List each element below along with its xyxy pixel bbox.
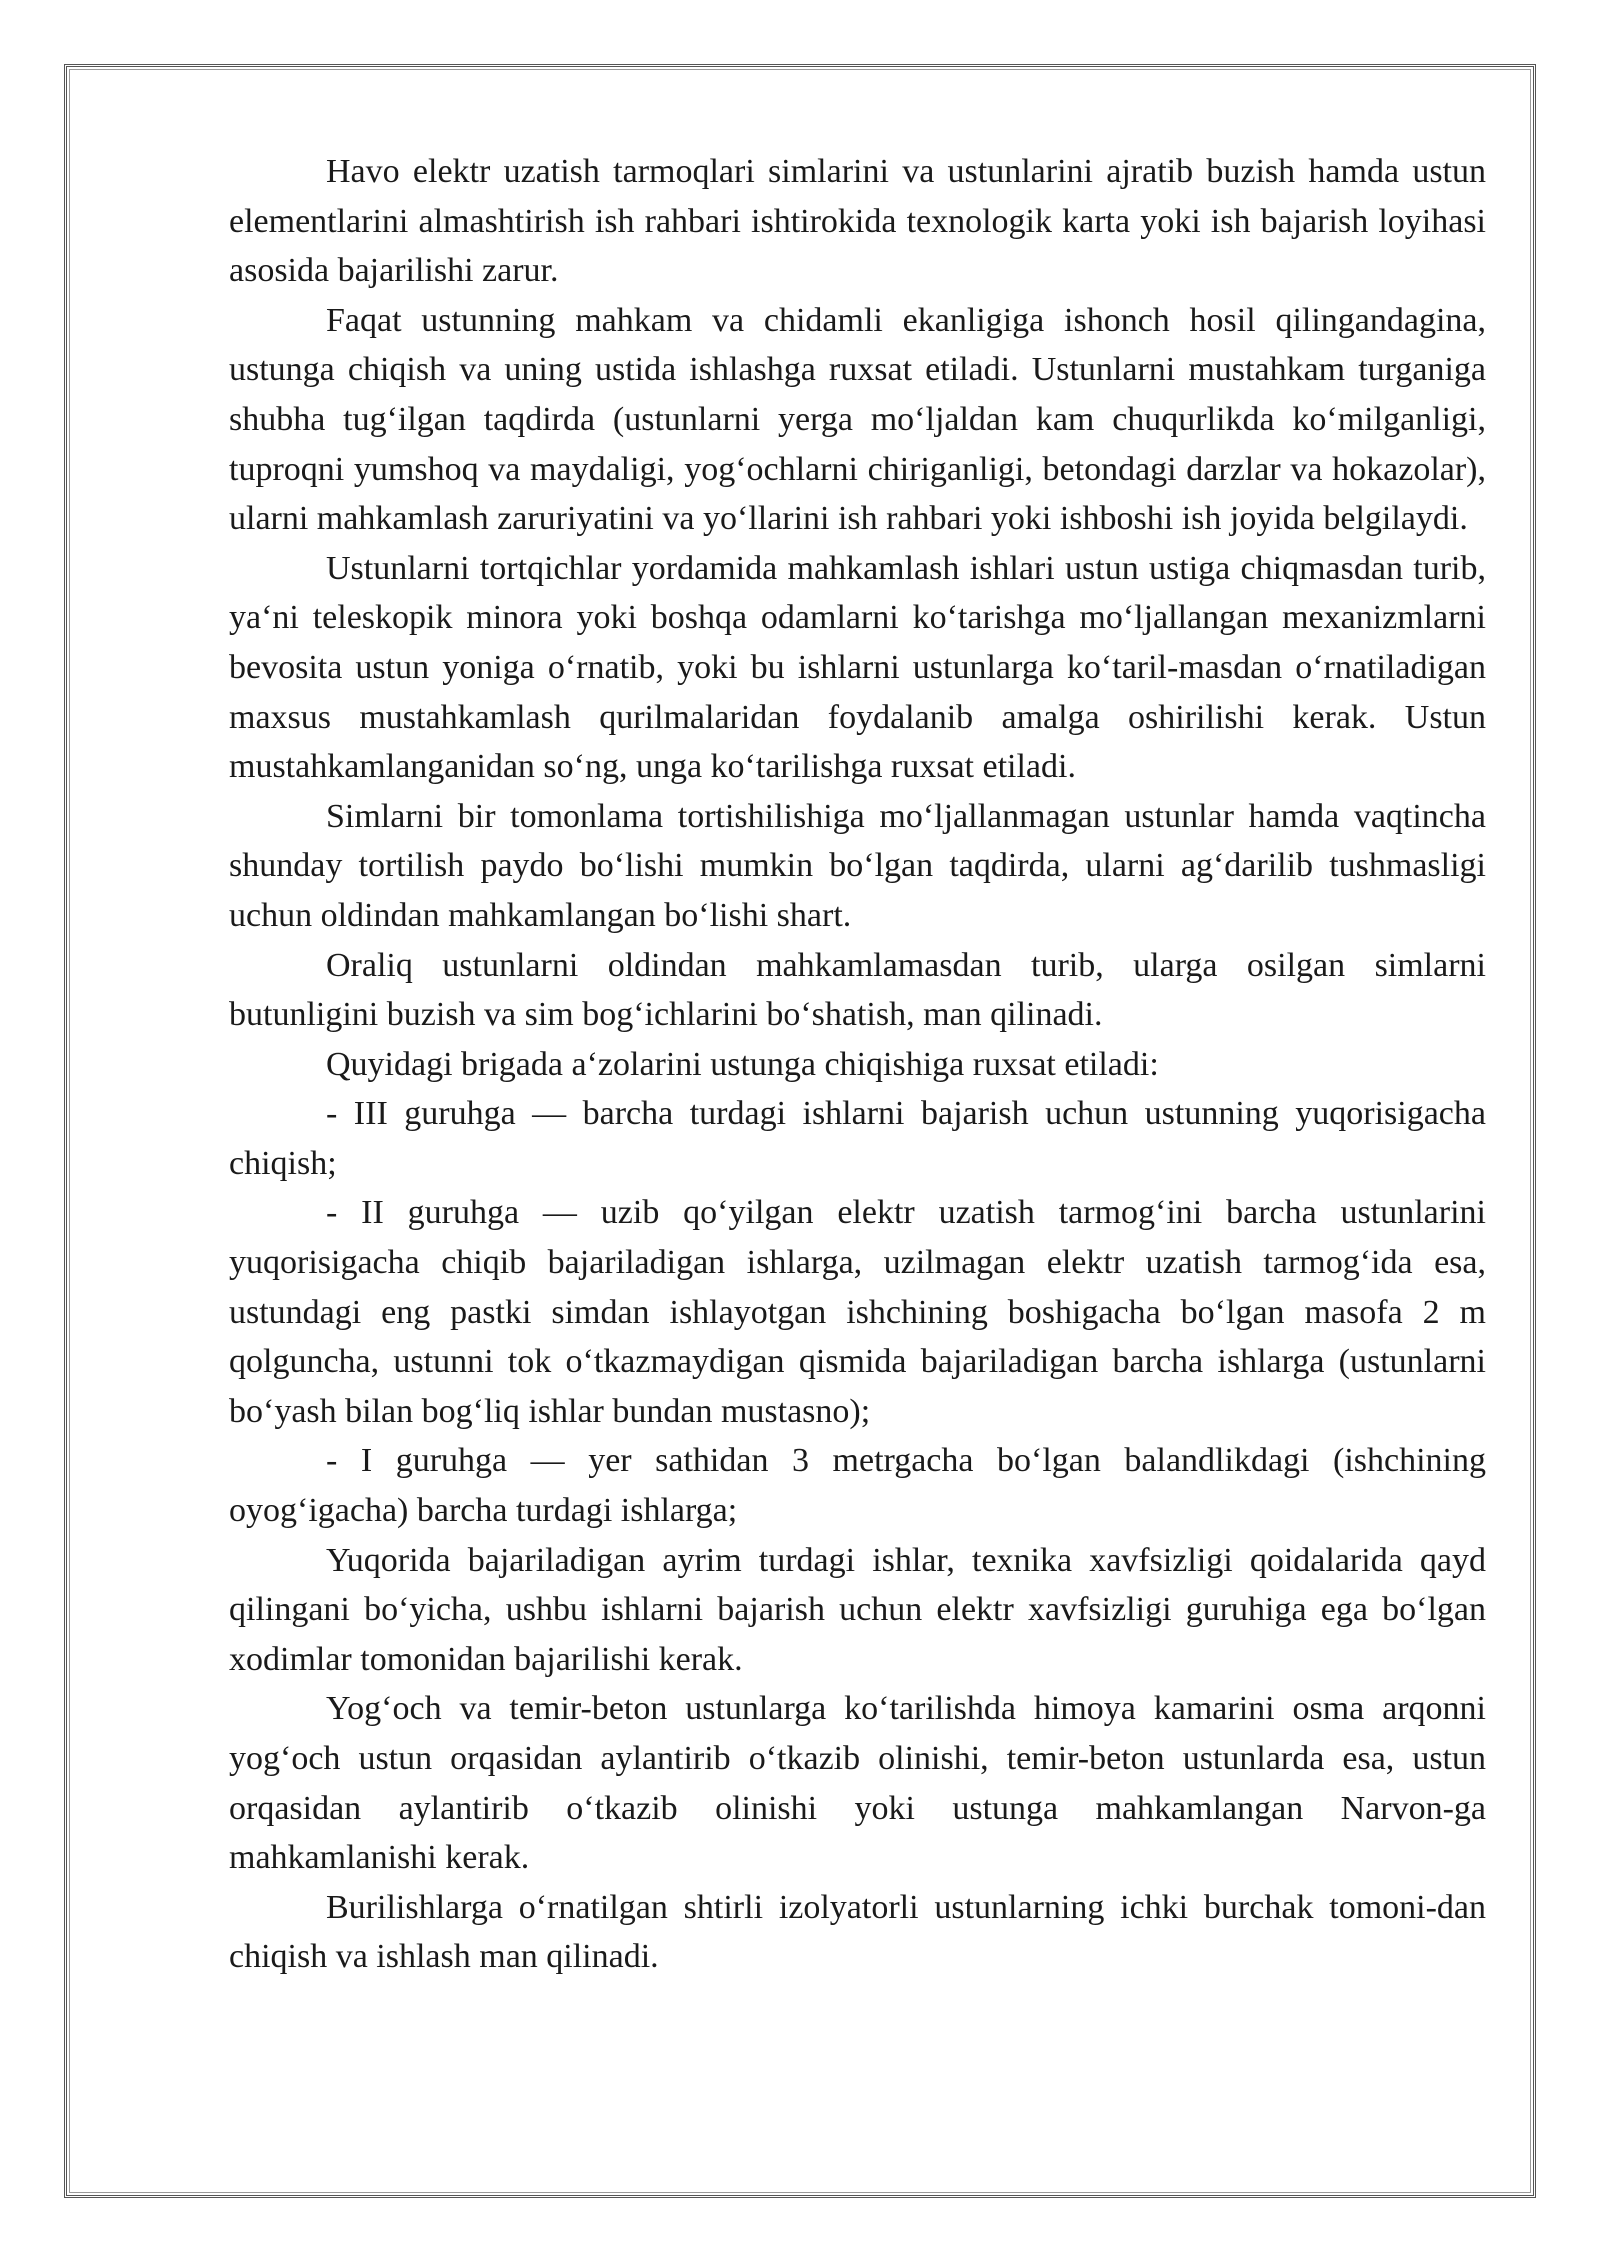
paragraph: Simlarni bir tomonlama tortishilishiga mo‘ljallanmagan ustunlar hamda vaqtincha shunday tortilish paydo bo‘lishi mumkin bo‘lgan taqdirda, ularni ag‘darilib tushmasligi uchun oldindan mahkamlangan bo‘lishi shart. [229, 797, 1486, 934]
paragraph: Yog‘och va temir-beton ustunlarga ko‘tarilishda himoya kamarini osma arqonni yog‘och ustun orqasidan aylantirib o‘tkazib olinishi, temir-beton ustunlarda esa, ustun orqasidan aylantirib o‘tkazib olinishi yoki ustunga mahkamlangan Narvon-ga mahkamlanishi kerak. [229, 1690, 1486, 1877]
paragraph: Yuqorida bajariladigan ayrim turdagi ishlar, texnika xavfsizligi qoidalarida qayd qilingani bo‘yicha, ushbu ishlarni bajarish uchun elektr xavfsizligi guruhiga ega bo‘lgan xodimlar tomonidan bajarilishi kerak. [229, 1541, 1486, 1678]
list-item: - II guruhga — uzib qo‘yilgan elektr uzatish tarmog‘ini barcha ustunlarini yuqorisigacha chiqib bajariladigan ishlarga, uzilmagan elektr uzatish tarmog‘ida esa, ustundagi eng pastki simdan ishlayotgan ishchining boshigacha bo‘lgan masofa 2 m qolguncha, ustunni tok o‘tkazmaydigan qismida bajariladigan barcha ishlarga (ustunlarni bo‘yash bilan bog‘liq ishlar bundan mustasno); [229, 1194, 1486, 1430]
document-body [229, 147, 1486, 1982]
list-item: - I guruhga — yer sathidan 3 metrgacha bo‘lgan balandlikdagi (ishchining oyog‘igacha) barcha turdagi ishlarga; [229, 1442, 1486, 1530]
list-item: - III guruhga — barcha turdagi ishlarni bajarish uchun ustunning yuqorisigacha chiqish; [229, 1095, 1486, 1182]
paragraph: Burilishlarga o‘rnatilgan shtirli izolyatorli ustunlarning ichki burchak tomoni-dan chiqish va ishlash man qilinadi. [229, 1888, 1486, 1976]
paragraph: Havo elektr uzatish tarmoqlari simlarini va ustunlarini ajratib buzish hamda ustun elementlarini almashtirish ish rahbari ishtirokida texnologik karta yoki ish bajarish loyihasi asosida bajarilishi zarur. [229, 153, 1486, 290]
paragraph: Quyidagi brigada a‘zolarini ustunga chiqishiga ruxsat etiladi: [326, 1045, 1159, 1083]
paragraph: Faqat ustunning mahkam va chidamli ekanligiga ishonch hosil qilingandagina, ustunga chiqish va uning ustida ishlashga ruxsat etiladi. Ustunlarni mustahkam turganiga shubha tug‘ilgan taqdirda (ustunlarni yerga mo‘ljaldan kam chuqurlikda ko‘milganligi, tuproqni yumshoq va maydaligi, yog‘ochlarni chiriganligi, betondagi darzlar va hokazolar), ularni mahkamlash zaruriyatini va yo‘llarini ish rahbari yoki ishboshi ish joyida belgilaydi. [229, 301, 1486, 538]
paragraph: Ustunlarni tortqichlar yordamida mahkamlash ishlari ustun ustiga chiqmasdan turib, ya‘ni teleskopik minora yoki boshqa odamlarni ko‘tarishga mo‘ljallangan mexanizmlarni bevosita ustun yoniga o‘rnatib, yoki bu ishlarni ustunlarga ko‘taril-masdan o‘rnatiladigan maxsus mustahkamlash qurilmalaridan foydalanib amalga oshirilishi kerak. Ustun mustahkamlanganidan so‘ng, unga ko‘tarilishga ruxsat etiladi. [229, 549, 1486, 786]
paragraph: Oraliq ustunlarni oldindan mahkamlamasdan turib, ularga osilgan simlarni butunligini buzish va sim bog‘ichlarini bo‘shatish, man qilinadi. [229, 946, 1486, 1034]
